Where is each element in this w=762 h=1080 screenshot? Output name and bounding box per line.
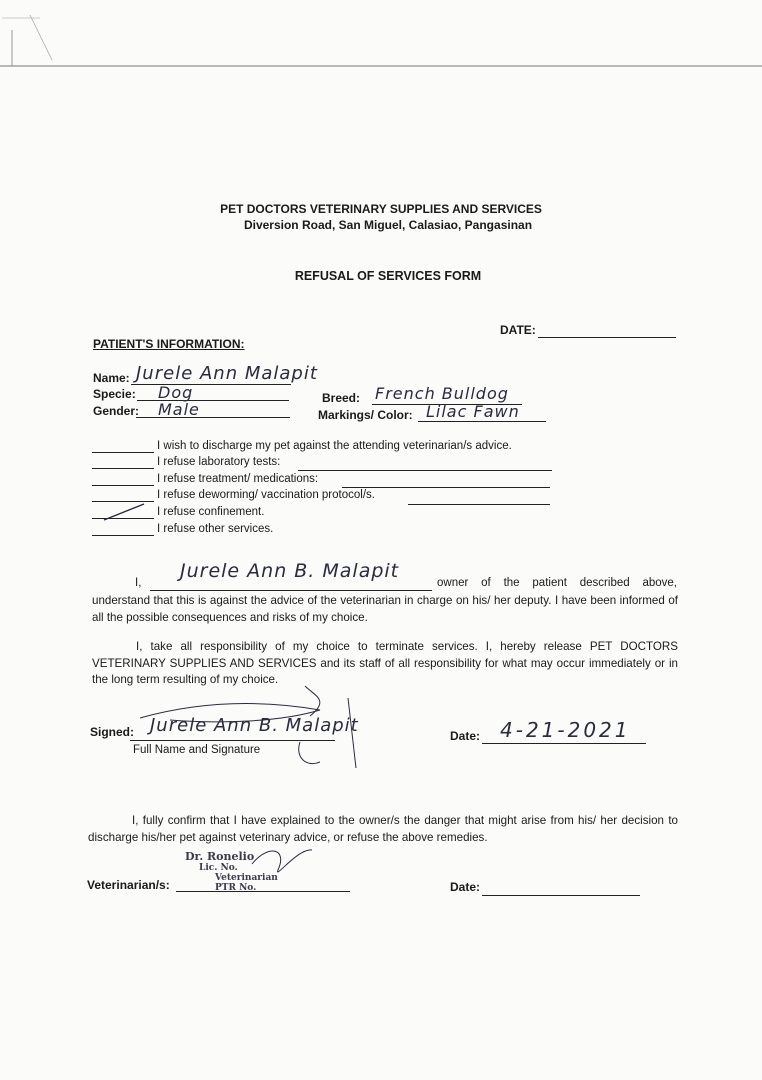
gender-handwritten[interactable]: Male <box>158 400 200 419</box>
breed-handwritten[interactable]: French Bulldog <box>375 384 509 403</box>
date-field-top[interactable] <box>538 337 676 338</box>
name-handwritten[interactable]: Jurele Ann Malapit <box>136 363 318 384</box>
patient-info-heading: PATIENT'S INFORMATION: <box>93 337 245 351</box>
statement-prefix: I, <box>135 577 142 589</box>
option-blank-1[interactable] <box>92 452 154 453</box>
option-deworming: I refuse deworming/ vaccination protocol/s. <box>157 489 375 501</box>
option-discharge: I wish to discharge my pet against the attending veterinarian/s advice. <box>157 440 512 452</box>
gender-label: Gender: <box>93 404 140 418</box>
specie-label: Specie: <box>93 387 136 401</box>
option-blank-3[interactable] <box>92 485 154 486</box>
sign-date-label: Date: <box>450 729 481 743</box>
vet-confirmation: I, fully confirm that I have explained to the owner/s the danger that might arise from his/ her decision to discharge his/her pet against veterinary advice, or refuse the above remedies. <box>88 814 678 844</box>
option-blank-2[interactable] <box>92 468 154 469</box>
signed-handwritten[interactable]: Jurele Ann B. Malapit <box>150 715 359 736</box>
owner-name-handwritten[interactable]: Jurele Ann B. Malapit <box>180 560 400 582</box>
option-other: I refuse other services. <box>157 523 274 535</box>
vet-signature <box>248 840 328 885</box>
vet-date-label: Date: <box>450 880 481 894</box>
release-paragraph: I, take all responsibility of my choice to terminate services. I, hereby release PET DOCTORS VETERINARY SUPPLIES AND SERVICES and its staff of all responsibility for what may occur immediately or in the long term resulting of my choice. <box>92 640 678 686</box>
scan-edge-artifact <box>0 0 762 70</box>
statement-body: understand that this is against the advice of the veterinarian in charge on his/ her deputy. I have been informed of all the possible consequences and risks of my choice. <box>92 594 678 624</box>
option-lab-tests: I refuse laboratory tests: <box>157 456 281 468</box>
markings-handwritten[interactable]: Lilac Fawn <box>426 402 520 421</box>
vet-date-field[interactable] <box>482 895 640 896</box>
form-title: REFUSAL OF SERVICES FORM <box>294 269 482 283</box>
vet-stamp: Dr. Ronelio Lic. No. Veterinarian PTR No. <box>185 850 278 893</box>
option-blank-6[interactable] <box>92 535 154 536</box>
company-address: Diversion Road, San Miguel, Calasiao, Pangasinan <box>243 218 533 232</box>
check-mark <box>100 500 150 522</box>
option-treatment: I refuse treatment/ medications: <box>157 473 319 485</box>
breed-label: Breed: <box>322 391 361 405</box>
company-name: PET DOCTORS VETERINARY SUPPLIES AND SERVICES <box>220 202 542 216</box>
date-label-top: DATE: <box>500 323 536 337</box>
vet-label: Veterinarian/s: <box>87 878 170 892</box>
name-label: Name: <box>93 371 130 385</box>
signed-label: Signed: <box>90 725 134 739</box>
vet-field[interactable] <box>176 891 350 892</box>
option-confinement: I refuse confinement. <box>157 506 265 518</box>
sign-date-handwritten[interactable]: 4-21-2021 <box>500 718 631 742</box>
signature-caption: Full Name and Signature <box>133 744 261 756</box>
statement-line1-suffix: owner of the patient described above, <box>437 577 677 589</box>
specie-handwritten[interactable]: Dog <box>158 383 194 402</box>
markings-label: Markings/ Color: <box>318 408 413 422</box>
